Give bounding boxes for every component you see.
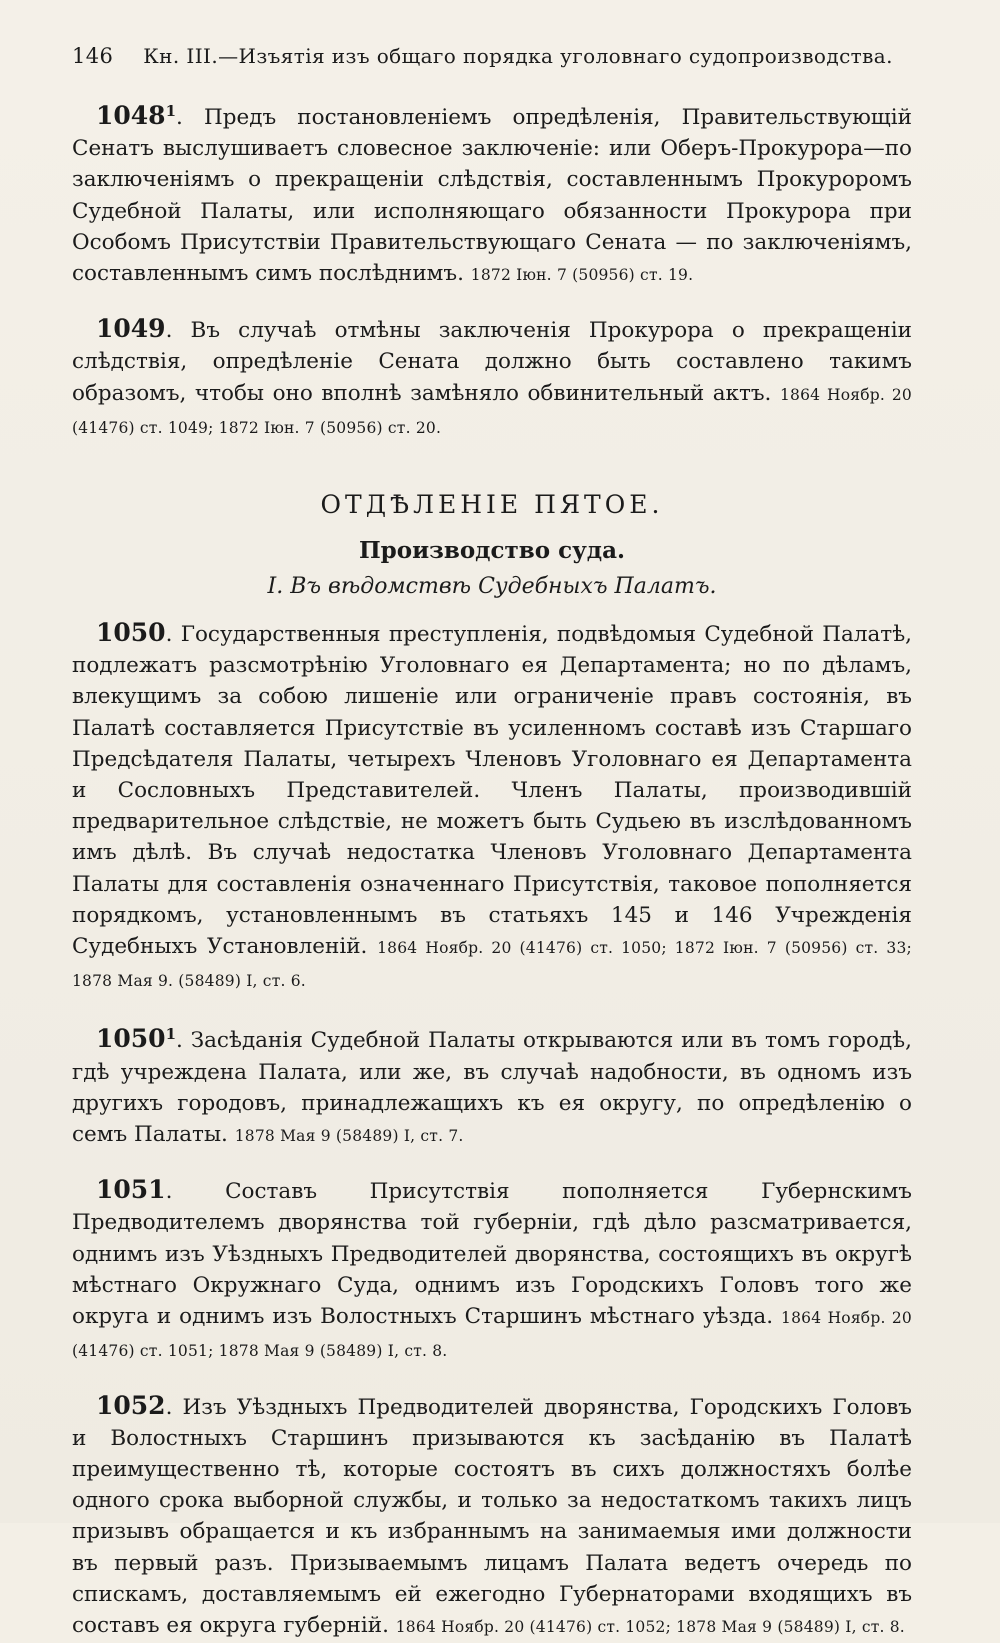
- article-text: . Государственныя преступленія, подвѣдомыя Судебной Палатѣ, подлежатъ разсмотрѣнію Уголовнаго ея Департамента; но по дѣламъ, влекущимъ за собою лишеніе или ограниченіе правъ состоянія, въ Палатѣ составляется Присутствіе въ усиленномъ составѣ изъ Старшаго Предсѣдателя Палаты, четырехъ Членовъ Уголовнаго ея Департамента и Сословныхъ Представителей. Членъ Палаты, производившій предварительное слѣдствіе, не можетъ быть Судьею въ изслѣдованномъ имъ дѣлѣ. Въ случаѣ недостатка Членовъ Уголовнаго Департамента Палаты для составленія означеннаго Присутствія, таковое пополняется порядкомъ, установленнымъ въ статьяхъ 145 и 146 Учрежденія Судебныхъ Установленій.: [72, 622, 912, 959]
- article-1050-1: [72, 1019, 912, 1152]
- article-1048-1: [72, 96, 912, 291]
- article-1050: [72, 617, 912, 997]
- article-number: 1052: [96, 1391, 166, 1420]
- article-1049: [72, 313, 912, 444]
- article-number: 1050$^1$: [96, 1024, 176, 1053]
- article-number: 1048$^1$: [96, 101, 176, 130]
- article-source: 1872 Іюн. 7 (50956) ст. 19.: [471, 266, 693, 284]
- article-text: . Въ случаѣ отмѣны заключенія Прокурора о прекращеніи слѣдствія, опредѣленіе Сената должно быть составлено такимъ образомъ, чтобы оно вполнѣ замѣняло обвинительный актъ.: [72, 318, 912, 405]
- page-header: [72, 44, 912, 68]
- article-source: 1864 Ноябр. 20 (41476) ст. 1051; 1878 Мая 9 (58489) І, ст. 8.: [72, 1309, 912, 1360]
- article-source: 1864 Ноябр. 20 (41476) ст. 1049; 1872 Іюн. 7 (50956) ст. 20.: [72, 386, 912, 437]
- article-text: . Изъ Уѣздныхъ Предводителей дворянства, Городскихъ Головъ и Волостныхъ Старшинъ призываются къ засѣданію въ Палатѣ преимущественно тѣ, которые состоятъ въ сихъ должностяхъ болѣе одного срока выборной службы, и только за недостаткомъ такихъ лицъ призывъ обращается и къ избраннымъ на занимаемыя ими должности въ первый разъ. Призываемымъ лицамъ Палата ведетъ очередь по спискамъ, доставляемымъ ей ежегодно Губернаторами входящихъ въ составъ ея округа губерній.: [72, 1395, 912, 1638]
- article-text: . Предъ постановленіемъ опредѣленія, Правительствующій Сенатъ выслушиваетъ словесное заключеніе: или Оберъ-Прокурора—по заключеніямъ о прекращеніи слѣдствія, составленнымъ Прокуроромъ Судебной Палаты, или исполняющаго обязанности Прокурора при Особомъ Присутствіи Правительствующаго Сената — по заключеніямъ, составленнымъ симъ послѣднимъ.: [72, 105, 912, 286]
- article-text: . Засѣданія Судебной Палаты открываются или въ томъ городѣ, гдѣ учреждена Палата, или же, въ случаѣ надобности, въ одномъ изъ другихъ городовъ, принадлежащихъ къ ея округу, по опредѣленію о семъ Палаты.: [72, 1028, 912, 1147]
- running-title: Кн. III.—Изъятія изъ общаго порядка уголовнаго судопроизводства.: [143, 44, 893, 68]
- article-1052: [72, 1390, 912, 1643]
- section-heading: ОТДѢЛЕНІЕ ПЯТОЕ.: [72, 490, 912, 519]
- article-text: . Составъ Присутствія пополняется Губернскимъ Предводителемъ дворянства той губерніи, гдѣ дѣло разсматривается, однимъ изъ Уѣздныхъ Предводителей дворянства, состоящихъ въ округѣ мѣстнаго Окружнаго Суда, однимъ изъ Городскихъ Головъ того же округа и однимъ изъ Волостныхъ Старшинъ мѣстнаго уѣзда.: [72, 1179, 912, 1329]
- article-number: 1049: [96, 314, 166, 343]
- article-source: 1864 Ноябр. 20 (41476) ст. 1050; 1872 Іюн. 7 (50956) ст. 33; 1878 Мая 9. (58489) І, ст. 6.: [72, 939, 912, 990]
- page-number: 146: [72, 44, 113, 68]
- section-subheading: Производство суда.: [72, 537, 912, 564]
- article-source: 1864 Ноябр. 20 (41476) ст. 1052; 1878 Мая 9 (58489) І, ст. 8.: [396, 1618, 905, 1636]
- article-1051: [72, 1174, 912, 1367]
- section-subsection-title: І. Въ вѣдомствѣ Судебныхъ Палатъ.: [72, 574, 912, 599]
- article-number: 1050: [96, 618, 166, 647]
- article-source: 1878 Мая 9 (58489) І, ст. 7.: [235, 1127, 464, 1145]
- article-number: 1051: [96, 1175, 166, 1204]
